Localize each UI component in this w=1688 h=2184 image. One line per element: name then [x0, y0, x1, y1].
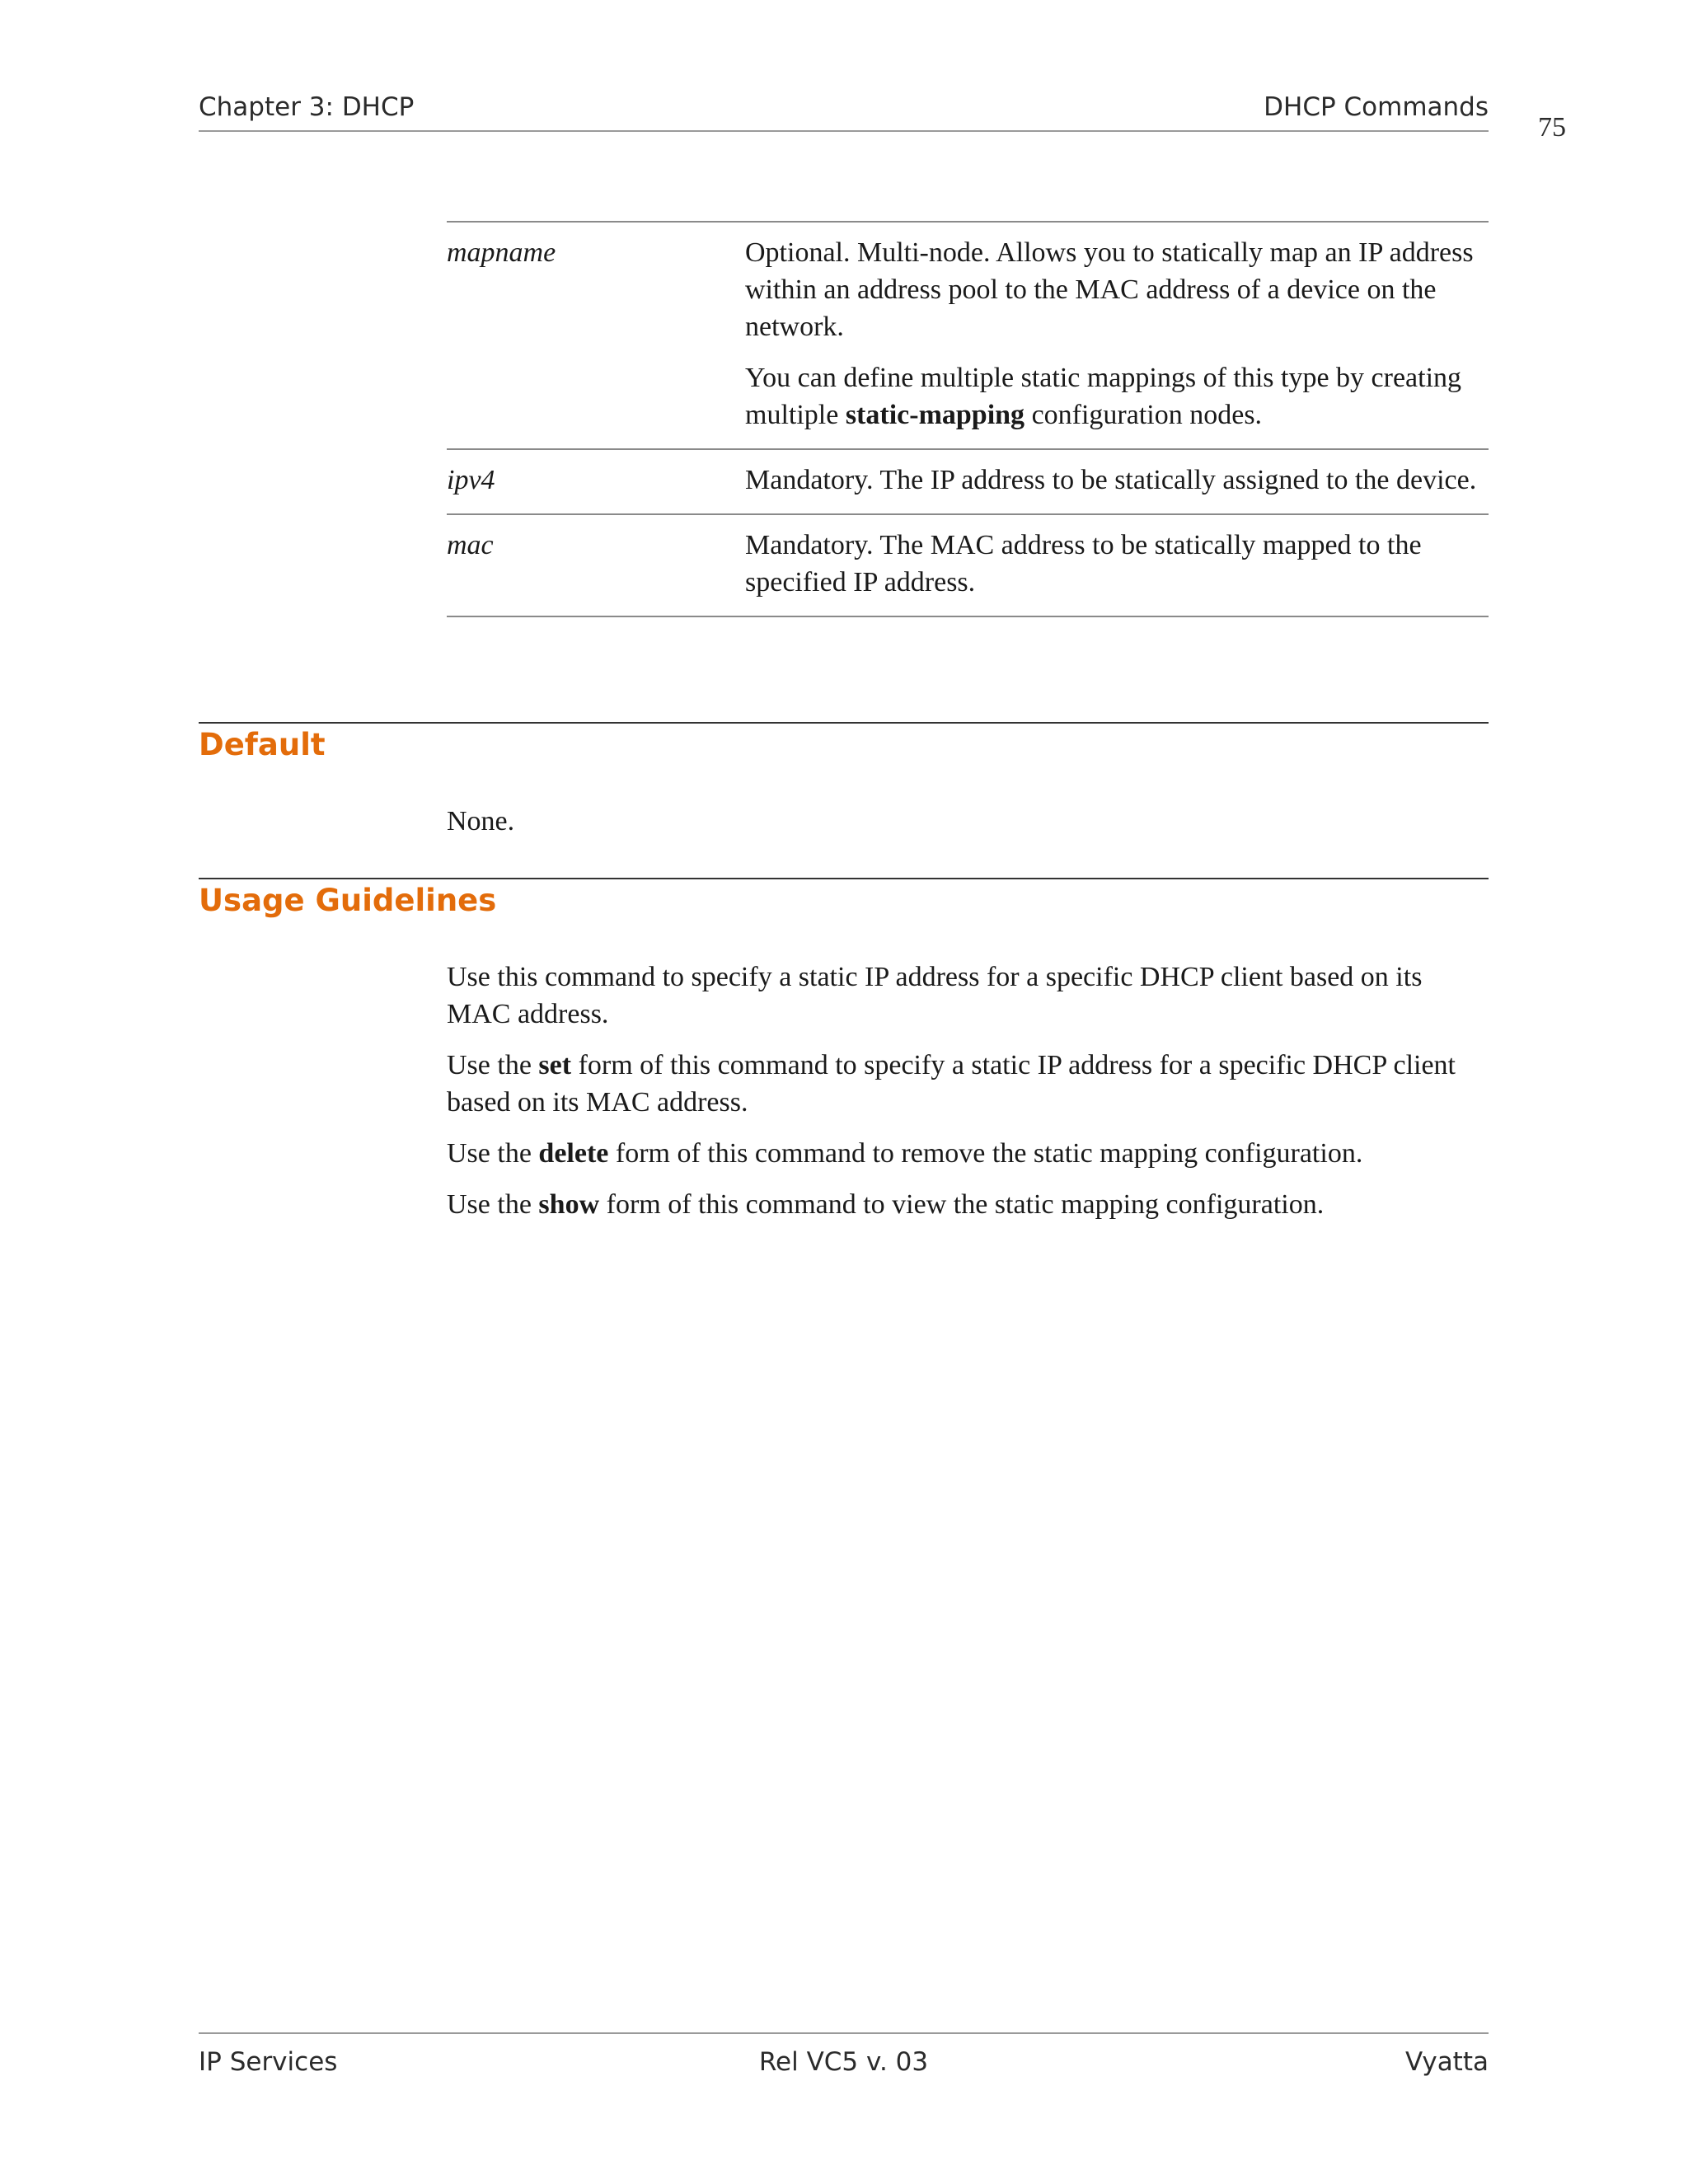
usage-paragraph: [447, 1135, 1489, 1172]
text-run: You can define multiple static mappings of this type by creating multiple: [745, 363, 1462, 430]
text-run: Use the: [447, 1189, 539, 1220]
table-row: [447, 515, 1489, 617]
section-divider: [199, 722, 1489, 724]
parameter-name: mapname: [447, 237, 556, 268]
running-header: [199, 89, 1489, 132]
usage-guidelines-heading: Usage Guidelines: [199, 883, 497, 918]
text-run: configuration nodes.: [1025, 400, 1263, 430]
text-run: Use the: [447, 1138, 539, 1169]
usage-paragraph: [447, 1186, 1489, 1223]
text-run: Use the: [447, 1050, 539, 1080]
text-run: form of this command to view the static mapping configuration.: [599, 1189, 1325, 1220]
footer-book-title: IP Services: [199, 2047, 338, 2077]
parameter-name: mac: [447, 530, 494, 560]
description-paragraph: [745, 359, 1489, 434]
default-text: None.: [447, 806, 515, 837]
keyword-bold: static-mapping: [845, 400, 1025, 430]
parameter-description: [745, 462, 1489, 499]
parameter-description: [745, 234, 1489, 434]
footer-release: Rel VC5 v. 03: [758, 2047, 929, 2077]
section-title: DHCP Commands: [1264, 92, 1489, 122]
description-paragraph: Optional. Multi-node. Allows you to statically map an IP address within an address pool to the MAC address of a device on the network.: [745, 237, 1474, 342]
keyword-bold: show: [538, 1189, 600, 1220]
chapter-title: Chapter 3: DHCP: [199, 92, 415, 122]
default-heading: Default: [199, 727, 326, 762]
page-number: 75: [1538, 112, 1566, 143]
usage-guidelines-body: [447, 958, 1489, 1237]
text-run: form of this command to specify a static IP address for a specific DHCP client based on its MAC address.: [447, 1050, 1456, 1118]
parameter-description: [745, 527, 1489, 601]
table-row: [447, 223, 1489, 450]
text-run: form of this command to remove the static mapping configuration.: [608, 1138, 1363, 1169]
table-row: [447, 450, 1489, 515]
keyword-bold: set: [538, 1050, 572, 1080]
section-divider: [199, 878, 1489, 879]
keyword-bold: delete: [538, 1138, 609, 1169]
parameter-name: ipv4: [447, 465, 495, 495]
usage-paragraph: Use this command to specify a static IP address for a specific DHCP client based on its MAC address.: [447, 962, 1423, 1029]
description-paragraph: Mandatory. The MAC address to be statically mapped to the specified IP address.: [745, 530, 1422, 598]
footer-vendor: Vyatta: [1404, 2047, 1489, 2077]
running-footer: [199, 2032, 1489, 2083]
default-body: [447, 803, 1489, 854]
description-paragraph: Mandatory. The IP address to be statically assigned to the device.: [745, 465, 1477, 495]
usage-paragraph: [447, 1047, 1489, 1121]
parameters-table: [447, 221, 1489, 617]
